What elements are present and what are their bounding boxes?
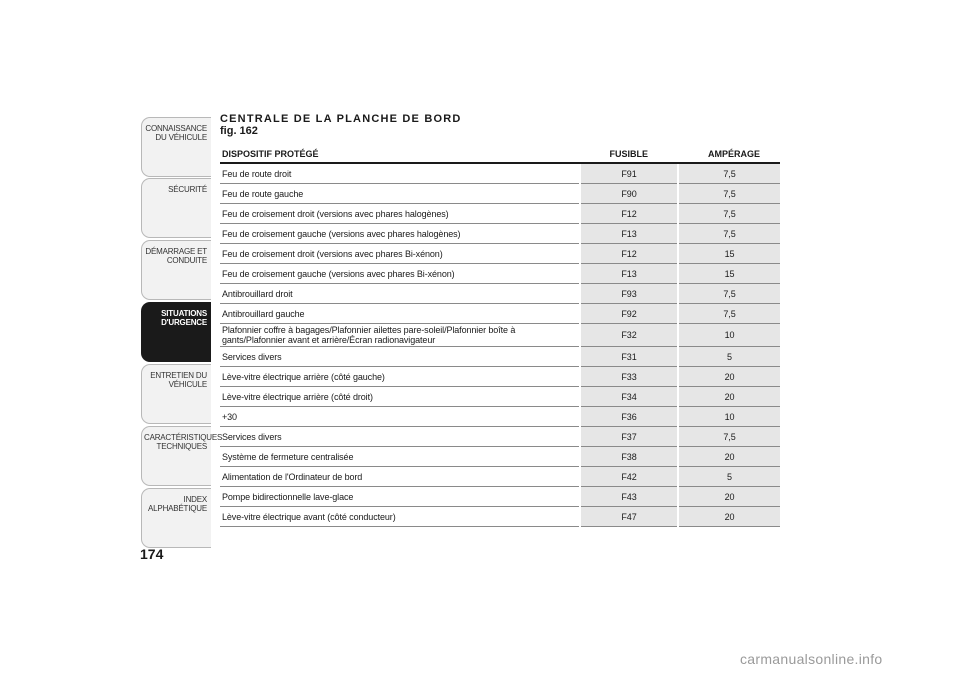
figure-reference[interactable]: fig. 162 (220, 125, 258, 137)
amperage-cell: 20 (678, 367, 780, 387)
table-row (220, 507, 780, 527)
amperage-cell: 10 (678, 324, 780, 347)
fuse-cell: F13 (580, 264, 678, 284)
device-cell: Services divers (220, 347, 580, 367)
device-cell: Feu de croisement gauche (versions avec phares halogènes) (220, 224, 580, 244)
fuse-cell: F92 (580, 304, 678, 324)
table-row (220, 184, 780, 204)
tab-connaissance-du-vehicule[interactable] (141, 117, 211, 177)
table-row (220, 324, 780, 347)
fuse-cell: F47 (580, 507, 678, 527)
column-header-fuse: FUSIBLE (580, 146, 678, 163)
device-cell: Alimentation de l'Ordinateur de bord (220, 467, 580, 487)
tab-label: DÉMARRAGE ET CONDUITE (145, 247, 207, 265)
table-row (220, 163, 780, 184)
tab-label: SÉCURITÉ (168, 185, 207, 194)
device-cell: Feu de route gauche (220, 184, 580, 204)
table-row (220, 487, 780, 507)
fuse-cell: F13 (580, 224, 678, 244)
table-row (220, 204, 780, 224)
device-cell: Antibrouillard droit (220, 284, 580, 304)
table-row (220, 304, 780, 324)
amperage-cell: 7,5 (678, 184, 780, 204)
tab-label: SITUATIONS D'URGENCE (161, 309, 207, 327)
device-cell: Feu de croisement gauche (versions avec phares Bi-xénon) (220, 264, 580, 284)
table-row (220, 264, 780, 284)
amperage-cell: 7,5 (678, 284, 780, 304)
amperage-cell: 7,5 (678, 427, 780, 447)
amperage-cell: 7,5 (678, 204, 780, 224)
tab-label: CONNAISSANCE DU VÉHICULE (145, 124, 207, 142)
table-row (220, 427, 780, 447)
table-row (220, 347, 780, 367)
fuse-cell: F12 (580, 204, 678, 224)
tab-entretien-du-vehicule[interactable] (141, 364, 211, 424)
section-title: CENTRALE DE LA PLANCHE DE BORD (220, 113, 462, 125)
device-cell: Feu de route droit (220, 163, 580, 184)
table-row (220, 447, 780, 467)
amperage-cell: 10 (678, 407, 780, 427)
watermark: carmanualsonline.info (740, 651, 883, 667)
table-header-row (220, 146, 780, 163)
tab-securite[interactable] (141, 178, 211, 238)
tab-label: INDEX ALPHABÉTIQUE (148, 495, 207, 513)
amperage-cell: 15 (678, 244, 780, 264)
table-row (220, 407, 780, 427)
tab-label: CARACTÉRISTIQUES TECHNIQUES (144, 433, 223, 451)
column-header-amperage: AMPÉRAGE (678, 146, 780, 163)
device-cell: Feu de croisement droit (versions avec phares halogènes) (220, 204, 580, 224)
tab-label: ENTRETIEN DU VÉHICULE (150, 371, 207, 389)
table-row (220, 244, 780, 264)
column-header-device: DISPOSITIF PROTÉGÉ (220, 146, 580, 163)
fuse-cell: F42 (580, 467, 678, 487)
fuse-cell: F43 (580, 487, 678, 507)
device-cell: Services divers (220, 427, 580, 447)
fuse-cell: F34 (580, 387, 678, 407)
fuse-cell: F33 (580, 367, 678, 387)
tab-index-alphabetique[interactable] (141, 488, 211, 548)
fuse-cell: F37 (580, 427, 678, 447)
table-row (220, 224, 780, 244)
device-cell: Feu de croisement droit (versions avec phares Bi-xénon) (220, 244, 580, 264)
fuse-cell: F38 (580, 447, 678, 467)
device-cell: Lève-vitre électrique avant (côté conducteur) (220, 507, 580, 527)
table-row (220, 284, 780, 304)
amperage-cell: 5 (678, 467, 780, 487)
tab-caracteristiques-techniques[interactable] (141, 426, 223, 486)
main-content (220, 113, 780, 527)
tab-situations-d-urgence[interactable] (141, 302, 211, 362)
amperage-cell: 5 (678, 347, 780, 367)
amperage-cell: 7,5 (678, 163, 780, 184)
device-cell: Pompe bidirectionnelle lave-glace (220, 487, 580, 507)
device-cell: Système de fermeture centralisée (220, 447, 580, 467)
fuse-cell: F32 (580, 324, 678, 347)
fuse-cell: F91 (580, 163, 678, 184)
amperage-cell: 20 (678, 487, 780, 507)
fuse-cell: F90 (580, 184, 678, 204)
fuse-cell: F93 (580, 284, 678, 304)
amperage-cell: 15 (678, 264, 780, 284)
device-cell: Lève-vitre électrique arrière (côté gauche) (220, 367, 580, 387)
amperage-cell: 20 (678, 447, 780, 467)
fuse-cell: F31 (580, 347, 678, 367)
fuse-table (220, 146, 780, 527)
device-cell: Plafonnier coffre à bagages/Plafonnier ailettes pare-soleil/Plafonnier boîte à gants/Plafonnier avant et arrière/Écran radionavigateur (220, 324, 580, 347)
page-number: 174 (140, 546, 164, 562)
tab-demarrage-et-conduite[interactable] (141, 240, 211, 300)
device-cell: Antibrouillard gauche (220, 304, 580, 324)
amperage-cell: 20 (678, 507, 780, 527)
amperage-cell: 7,5 (678, 224, 780, 244)
device-cell: +30 (220, 407, 580, 427)
device-cell: Lève-vitre électrique arrière (côté droit) (220, 387, 580, 407)
table-row (220, 367, 780, 387)
fuse-cell: F36 (580, 407, 678, 427)
table-row (220, 387, 780, 407)
fuse-cell: F12 (580, 244, 678, 264)
amperage-cell: 7,5 (678, 304, 780, 324)
amperage-cell: 20 (678, 387, 780, 407)
table-row (220, 467, 780, 487)
